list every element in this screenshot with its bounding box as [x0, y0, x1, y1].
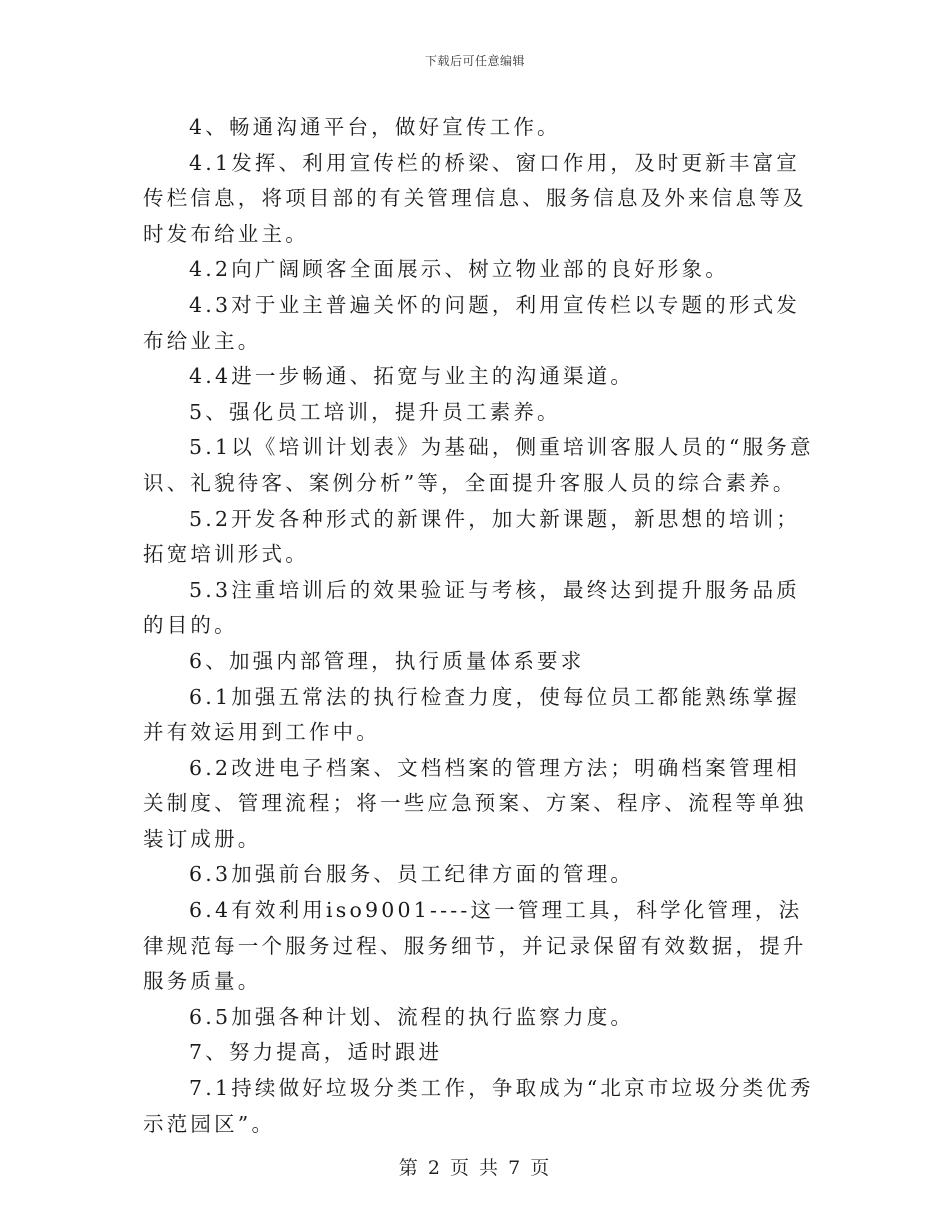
- paragraph-7: 7、努力提高，适时跟进: [189, 1040, 443, 1065]
- paragraph-6-2: 6.2改进电子档案、文档档案的管理方法；明确档案管理相关制度、管理流程；将一些应急预案、方案、程序、流程等单独装订成册。: [143, 755, 807, 851]
- paragraph-5-1: 5.1以《培训计划表》为基础，侧重培训客服人员的“服务意识、礼貌待客、案例分析”等，全面提升客服人员的综合素养。: [143, 435, 814, 495]
- paragraph-5-3: 5.3注重培训后的效果验证与考核，最终达到提升服务品质的目的。: [143, 577, 801, 638]
- paragraph-5: 5、强化员工培训，提升员工素养。: [189, 399, 561, 424]
- paragraph-6-1: 6.1加强五常法的执行检查力度，使每位员工都能熟练掌握并有效运用到工作中。: [143, 684, 801, 745]
- page-footer: [0, 1153, 950, 1180]
- current-page-number: 2: [427, 1157, 442, 1179]
- paragraph-4-2: 4.2向广阔顾客全面展示、树立物业部的良好形象。: [189, 257, 729, 282]
- paragraph-4-1: 4.1发挥、利用宣传栏的桥梁、窗口作用，及时更新丰富宣传栏信息，将项目部的有关管理信息、服务信息及外来信息等及时发布给业主。: [143, 150, 807, 246]
- document-body: [143, 110, 823, 1142]
- paragraph-5-2: 5.2开发各种形式的新课件，加大新课题，新思想的培训；拓宽培训形式。: [143, 506, 801, 567]
- paragraph-4-4: 4.4进一步畅通、拓宽与业主的沟通渠道。: [189, 364, 635, 389]
- footer-suffix: 页: [530, 1157, 552, 1179]
- paragraph-4: 4、畅通沟通平台，做好宣传工作。: [189, 115, 561, 139]
- paragraph-6-4: 6.4有效利用iso9001----这一管理工具，科学化管理，法律规范每一个服务过程、服务细节，并记录保留有效数据，提升服务质量。: [143, 898, 807, 994]
- paragraph-6-5: 6.5加强各种计划、流程的执行监察力度。: [189, 1004, 635, 1029]
- page-header: 下载后可任意编辑: [424, 54, 525, 68]
- footer-prefix: 第: [398, 1157, 420, 1179]
- total-pages-number: 7: [508, 1157, 523, 1179]
- paragraph-6: 6、加强内部管理，执行质量体系要求: [189, 648, 585, 673]
- paragraph-6-3: 6.3加强前台服务、员工纪律方面的管理。: [189, 862, 635, 887]
- footer-middle: 页 共: [449, 1157, 501, 1179]
- paragraph-4-3: 4.3对于业主普遍关怀的问题，利用宣传栏以专题的形式发布给业主。: [143, 292, 801, 353]
- paragraph-7-1: 7.1持续做好垃圾分类工作，争取成为“北京市垃圾分类优秀示范园区”。: [143, 1076, 814, 1136]
